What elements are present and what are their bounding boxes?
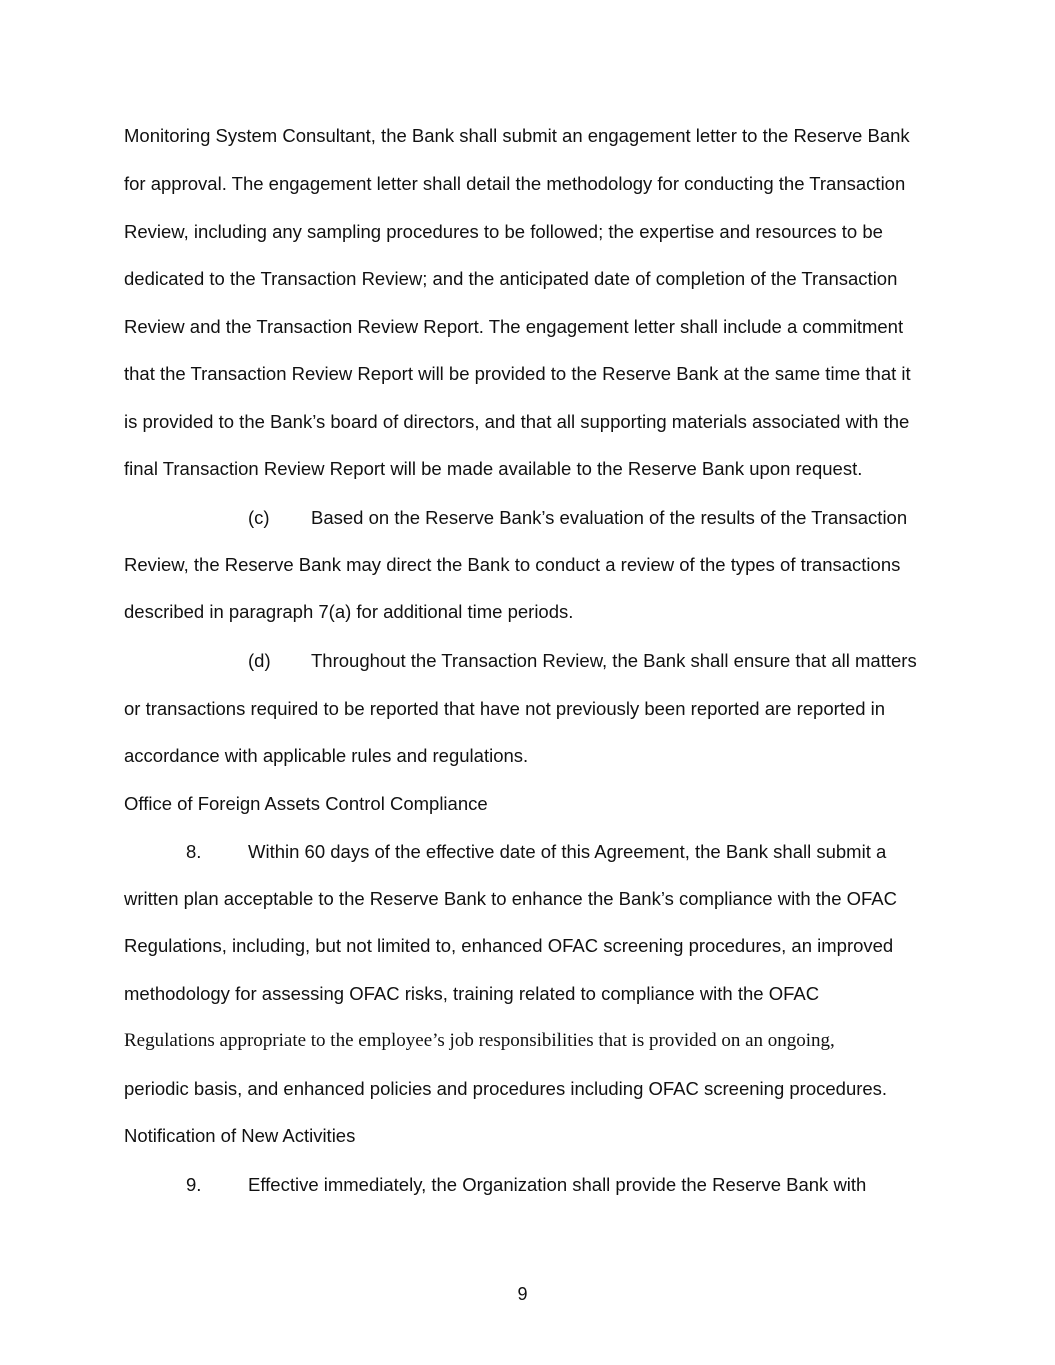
paragraph-line: that the Transaction Review Report will be provided to the Reserve Bank at the same time that it bbox=[124, 363, 911, 384]
paragraph-line: periodic basis, and enhanced policies and procedures including OFAC screening procedures. bbox=[124, 1078, 888, 1099]
paragraph-line: described in paragraph 7(a) for additional time periods. bbox=[124, 601, 574, 622]
paragraph-line: Review, including any sampling procedures to be followed; the expertise and resources to be bbox=[124, 221, 883, 242]
paragraph-line: for approval. The engagement letter shall detail the methodology for conducting the Transaction bbox=[124, 173, 906, 194]
paragraph-line: methodology for assessing OFAC risks, training related to compliance with the OFAC bbox=[124, 983, 820, 1004]
paragraph-line: Within 60 days of the effective date of this Agreement, the Bank shall submit a bbox=[248, 841, 887, 862]
paragraph-line: is provided to the Bank’s board of directors, and that all supporting materials associated with the bbox=[124, 411, 910, 432]
paragraph-number-8: 8. bbox=[186, 841, 202, 862]
subparagraph-marker-c: (c) bbox=[248, 507, 270, 528]
paragraph-line: Regulations appropriate to the employee’s job responsibilities that is provided on an ongoing, bbox=[124, 1030, 835, 1051]
section-heading-new-activities: Notification of New Activities bbox=[124, 1125, 356, 1146]
paragraph-line: Review, the Reserve Bank may direct the Bank to conduct a review of the types of transactions bbox=[124, 554, 901, 575]
paragraph-line: Review and the Transaction Review Report. The engagement letter shall include a commitment bbox=[124, 316, 904, 337]
subparagraph-marker-d: (d) bbox=[248, 650, 271, 671]
paragraph-line: Throughout the Transaction Review, the Bank shall ensure that all matters bbox=[311, 650, 917, 671]
paragraph-line: or transactions required to be reported that have not previously been reported are reported in bbox=[124, 698, 886, 719]
paragraph-line: written plan acceptable to the Reserve Bank to enhance the Bank’s compliance with the OFAC bbox=[124, 888, 897, 909]
paragraph-line: Based on the Reserve Bank’s evaluation of the results of the Transaction bbox=[311, 507, 908, 528]
paragraph-line: Effective immediately, the Organization shall provide the Reserve Bank with bbox=[248, 1174, 867, 1195]
page-number: 9 bbox=[517, 1284, 528, 1304]
paragraph-number-9: 9. bbox=[186, 1174, 202, 1195]
paragraph-line: Regulations, including, but not limited to, enhanced OFAC screening procedures, an improved bbox=[124, 935, 894, 956]
paragraph-line: accordance with applicable rules and regulations. bbox=[124, 745, 529, 766]
section-heading-ofac: Office of Foreign Assets Control Compliance bbox=[124, 793, 488, 814]
paragraph-line: dedicated to the Transaction Review; and the anticipated date of completion of the Transaction bbox=[124, 268, 898, 289]
paragraph-line: Monitoring System Consultant, the Bank shall submit an engagement letter to the Reserve Bank bbox=[124, 125, 910, 146]
paragraph-line: final Transaction Review Report will be made available to the Reserve Bank upon request. bbox=[124, 458, 863, 479]
